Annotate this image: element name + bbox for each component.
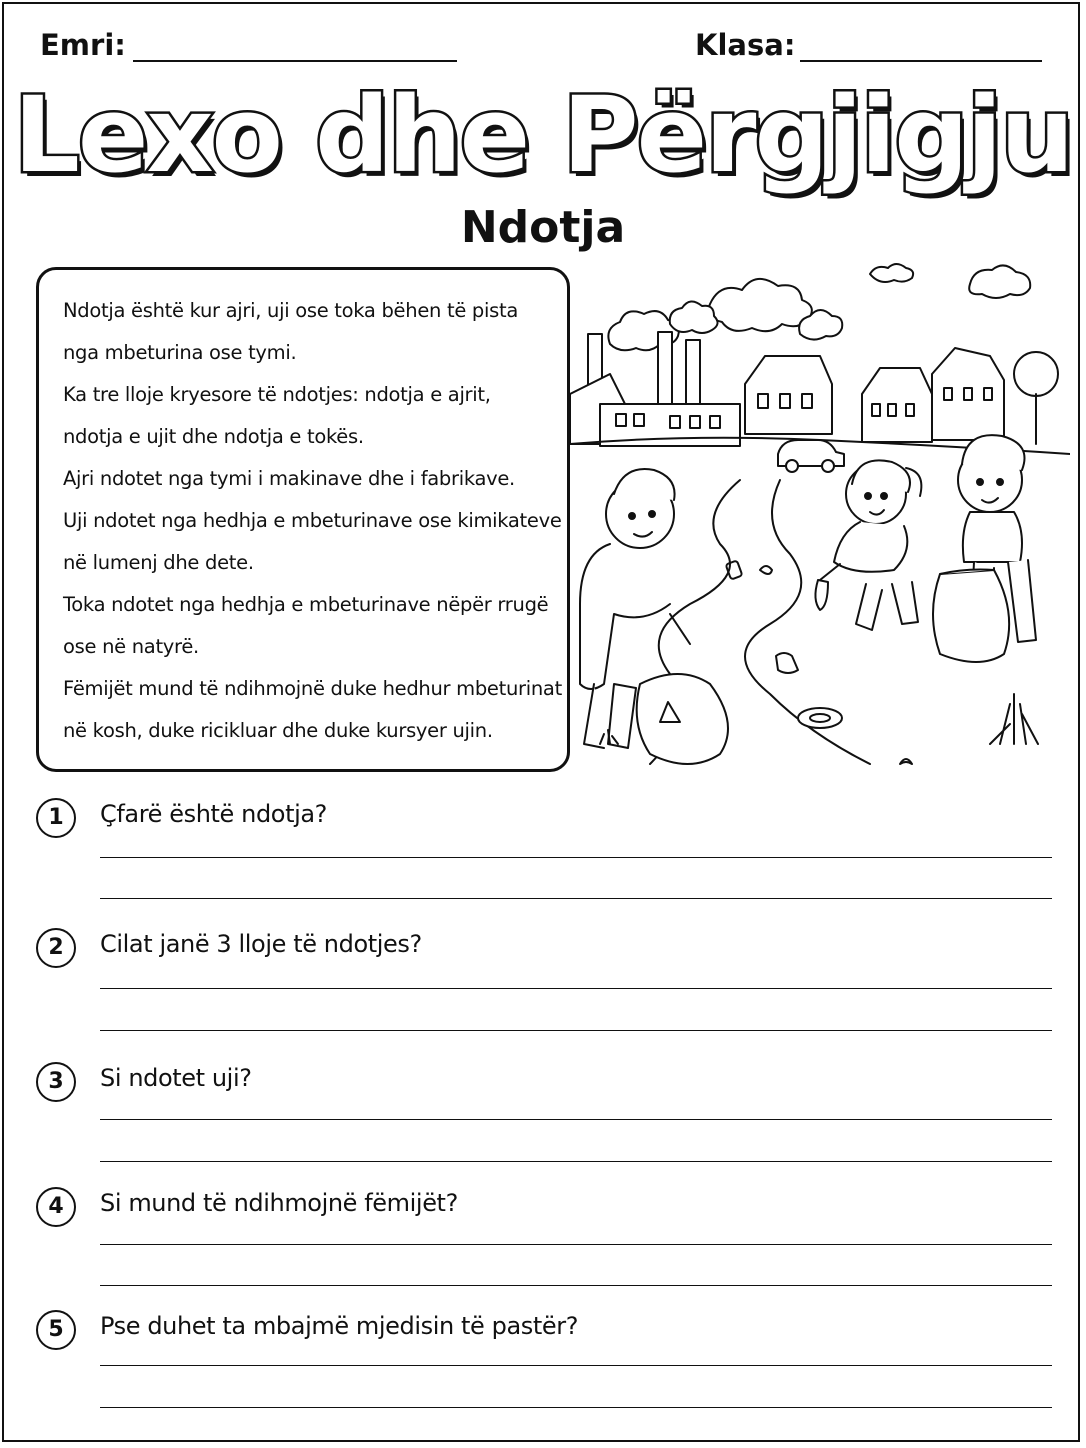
houses <box>745 348 1058 444</box>
answer-line[interactable] <box>100 988 1052 989</box>
question-number: 2 <box>36 928 76 968</box>
question-number: 1 <box>36 798 76 838</box>
name-field[interactable] <box>133 60 457 62</box>
question-number: 5 <box>36 1310 76 1350</box>
answer-line[interactable] <box>100 1407 1052 1408</box>
passage-line: Ndotja është kur ajri, uji ose toka bëhen të pista <box>63 299 518 322</box>
boy-with-bag <box>580 469 728 764</box>
passage-line: në lumenj dhe dete. <box>63 551 254 574</box>
answer-line[interactable] <box>100 1365 1052 1366</box>
reading-passage <box>36 267 570 772</box>
question-number: 3 <box>36 1062 76 1102</box>
passage-line: Ajri ndotet nga tymi i makinave dhe i fabrikave. <box>63 467 515 490</box>
pollution-illustration <box>570 244 1070 779</box>
answer-line[interactable] <box>100 1030 1052 1031</box>
boy-with-sack <box>933 435 1036 662</box>
passage-line: ose në natyrë. <box>63 635 199 658</box>
worksheet-subtitle: Ndotja <box>460 202 626 253</box>
passage-line: Uji ndotet nga hedhja e mbeturinave ose kimikateve <box>63 509 562 532</box>
factory <box>570 332 740 446</box>
answer-line[interactable] <box>100 898 1052 899</box>
passage-line: Toka ndotet nga hedhja e mbeturinave nëpër rrugë <box>63 593 549 616</box>
passage-line: ndotja e ujit dhe ndotja e tokës. <box>63 425 364 448</box>
question-text: Cilat janë 3 lloje të ndotjes? <box>100 930 422 958</box>
girl-picking-trash <box>815 460 921 630</box>
question-text: Pse duhet ta mbajmë mjedisin të pastër? <box>100 1312 579 1340</box>
passage-line: në kosh, duke ricikluar dhe duke kursyer ujin. <box>63 719 493 742</box>
worksheet-title: Lexo dhe Përgjigju <box>13 74 1073 196</box>
question-text: Si mund të ndihmojnë fëmijët? <box>100 1189 458 1217</box>
passage-line: Fëmijët mund të ndihmojnë duke hedhur mbeturinat <box>63 677 562 700</box>
passage-line: nga mbeturina ose tymi. <box>63 341 297 364</box>
answer-line[interactable] <box>100 1244 1052 1245</box>
answer-line[interactable] <box>100 1119 1052 1120</box>
answer-line[interactable] <box>100 857 1052 858</box>
class-label: Klasa: <box>695 28 796 62</box>
class-field[interactable] <box>800 60 1042 62</box>
passage-line: Ka tre lloje kryesore të ndotjes: ndotja e ajrit, <box>63 383 491 406</box>
question-text: Si ndotet uji? <box>100 1064 252 1092</box>
answer-line[interactable] <box>100 1161 1052 1162</box>
answer-line[interactable] <box>100 1285 1052 1286</box>
name-label: Emri: <box>40 28 126 62</box>
question-number: 4 <box>36 1187 76 1227</box>
question-text: Çfarë është ndotja? <box>100 800 327 828</box>
car <box>778 440 844 472</box>
